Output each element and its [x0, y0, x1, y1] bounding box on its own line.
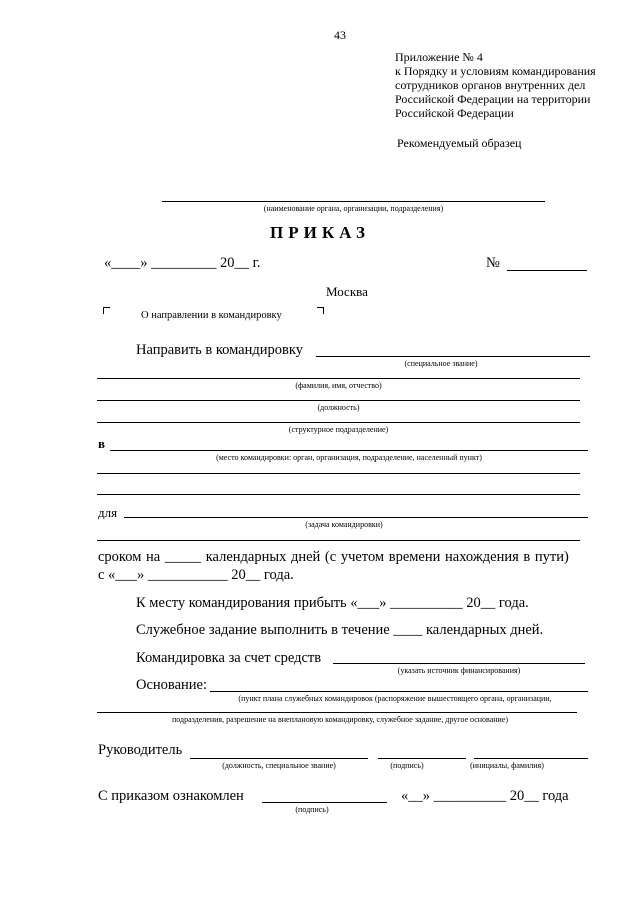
city: Москва	[326, 284, 368, 299]
appendix-line-4: Российской Федерации на территории	[395, 92, 591, 106]
document-title: ПРИКАЗ	[270, 223, 370, 242]
appendix-line-5: Российской Федерации	[395, 106, 514, 120]
sample-note: Рекомендуемый образец	[397, 136, 522, 150]
division-caption: (структурное подразделение)	[288, 425, 389, 434]
appendix-line-3: сотрудников органов внутренних дел	[395, 78, 586, 92]
date-field: «____» _________ 20__ г.	[104, 255, 261, 271]
basis-extra-line	[97, 712, 577, 713]
task-caption: (задача командировки)	[305, 520, 383, 529]
fio-caption: (фамилия, имя, отчество)	[295, 381, 382, 390]
appendix-line-2: к Порядку и условиям командирования	[395, 64, 596, 78]
task-prefix: для	[98, 505, 118, 520]
org-caption: (наименование органа, организации, подразделения)	[263, 204, 444, 213]
acquaint-sign-line	[262, 802, 387, 803]
term-line-2: с «___» ___________ 20__ года.	[98, 567, 294, 583]
division-line	[97, 422, 580, 423]
basis-caption-2: подразделения, разрешение на внеплановую командировку, служебное задание, другое основание)	[171, 715, 509, 724]
basis-caption-1: (пункт плана служебных командировок (распоряжение вышестоящего органа, организации,	[238, 694, 552, 703]
head-position-line	[190, 758, 368, 759]
place-line	[110, 450, 588, 451]
acquaint-label: С приказом ознакомлен	[98, 788, 244, 804]
appendix-line-1: Приложение № 4	[395, 50, 483, 64]
bracket-right	[317, 307, 324, 314]
head-sign-caption: (подпись)	[390, 761, 424, 770]
number-line	[507, 270, 587, 271]
funding-line	[333, 663, 585, 664]
acquaint-date: «__» __________ 20__ года	[401, 788, 569, 804]
place-caption: (место командировки: орган, организация, подразделение, населенный пункт)	[216, 453, 482, 462]
head-label: Руководитель	[98, 742, 183, 758]
task-exec-text: Служебное задание выполнить в течение ____ календарных дней.	[136, 622, 544, 638]
head-name-caption: (инициалы, фамилия)	[470, 761, 544, 770]
arrive-text: К месту командирования прибыть «___» __________ 20__ года.	[136, 595, 529, 611]
appendix-block	[395, 50, 596, 120]
place-prefix: в	[98, 436, 106, 451]
rank-caption: (специальное звание)	[404, 359, 478, 368]
basis-label: Основание:	[136, 677, 207, 693]
place-extra-line-2	[97, 494, 580, 495]
rank-line	[316, 356, 590, 357]
position-caption: (должность)	[317, 403, 360, 412]
acquaint-sign-caption: (подпись)	[295, 805, 329, 814]
send-label: Направить в командировку	[136, 342, 303, 358]
fio-line	[97, 378, 580, 379]
head-name-line	[474, 758, 588, 759]
place-extra-line-1	[97, 473, 580, 474]
head-position-caption: (должность, специальное звание)	[222, 761, 336, 770]
task-extra-line	[97, 540, 580, 541]
position-line	[97, 400, 580, 401]
term-line-1: сроком на _____ календарных дней (с учетом времени нахождения в пути)	[98, 549, 569, 565]
number-label: №	[486, 255, 500, 271]
page-number: 43	[334, 28, 346, 42]
funding-label: Командировка за счет средств	[136, 650, 322, 666]
head-sign-line	[378, 758, 466, 759]
funding-caption: (указать источник финансирования)	[397, 666, 521, 675]
subject: О направлении в командировку	[141, 310, 282, 321]
task-line	[124, 517, 588, 518]
bracket-left	[103, 307, 110, 314]
org-line	[162, 201, 545, 202]
basis-line	[210, 691, 588, 692]
